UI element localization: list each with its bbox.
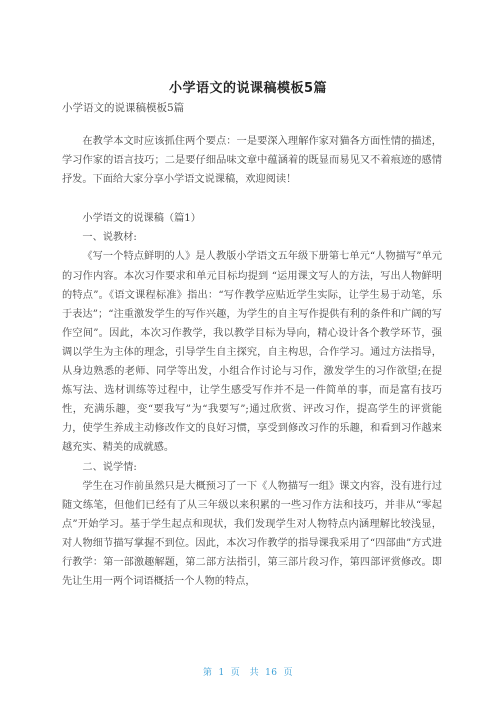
paragraph-teaching-material: 《写一个特点鲜明的人》是人教版小学语文五年级下册第七单元“人物描写”单元的习作内容。本次习作要求和单元目标均提到 “运用课文写人的方法，写出人物鲜明的特点”。《语文课程标准》指出：“写作教学应贴近学生实际，让学生易于动笔，乐于表达”；“注重激发学生的写作兴趣，为学生的自主写作提供有利的条件和广阔的写作空间”。因此，本次习作教学，我以教学目标为导向，精心设计各个教学环节，强调以学生为主体的理念，引导学生自主探究，自主构思，合作学习。通过方法指导，从身边熟悉的老师、同学等出发，小组合作讨论与习作，激发学生的习作欲望;在提炼写法、选材训练等过程中，让学生感受写作并不是一件简单的事，而是富有技巧性，充满乐趣，变“要我写”为“我要写”;通过欣赏、评改习作，提高学生的评赏能力，使学生养成主动修改作文的良好习惯，享受到修改习作的乐趣，和看到习作越来越充实、精美的成就感。	[62, 251, 442, 454]
document-subtitle: 小学语文的说课稿模板5篇	[62, 102, 185, 114]
paragraph-student-situation: 学生在习作前虽然只是大概预习了一下《人物描写一组》课文内容，没有进行过随文练笔，但他们已经有了从三年级以来积累的一些习作方法和技巧，并非从“零起点”开始学习。基于学生起点和现状，我们发现学生对人物特点内涵理解比较浅显，对人物细节描写掌握不到位。因此，本次习作教学的指导课我采用了“四部曲”方式进行教学：第一部激趣解题，第二部方法指引，第三部片段习作，第四部评赏修改。即先让生用一两个词语概括一个人物的特点，	[62, 480, 442, 588]
page-footer	[0, 665, 496, 678]
intro-paragraph: 在教学本文时应该抓住两个要点：一是要深入理解作家对猫各方面性情的描述，学习作家的语言技巧；二是要仔细品味文章中蕴涵着的既显而易见又不着痕迹的感情抒发。下面给大家分享小学语文说课稿，欢迎阅读！	[62, 136, 442, 186]
heading-teaching-material: 一、说教材:	[82, 232, 137, 244]
footer-middle: 页 共	[230, 668, 260, 678]
heading-student-situation: 二、说学情:	[82, 461, 137, 473]
document-title: 小学语文的说课稿模板5篇	[168, 81, 328, 96]
section-title: 小学语文的说课稿（篇1）	[82, 213, 201, 225]
footer-total-pages: 16	[265, 668, 278, 678]
footer-suffix: 页	[283, 668, 294, 678]
document-body	[62, 132, 442, 591]
footer-page-number: 1	[218, 668, 225, 678]
footer-prefix: 第	[202, 668, 213, 678]
